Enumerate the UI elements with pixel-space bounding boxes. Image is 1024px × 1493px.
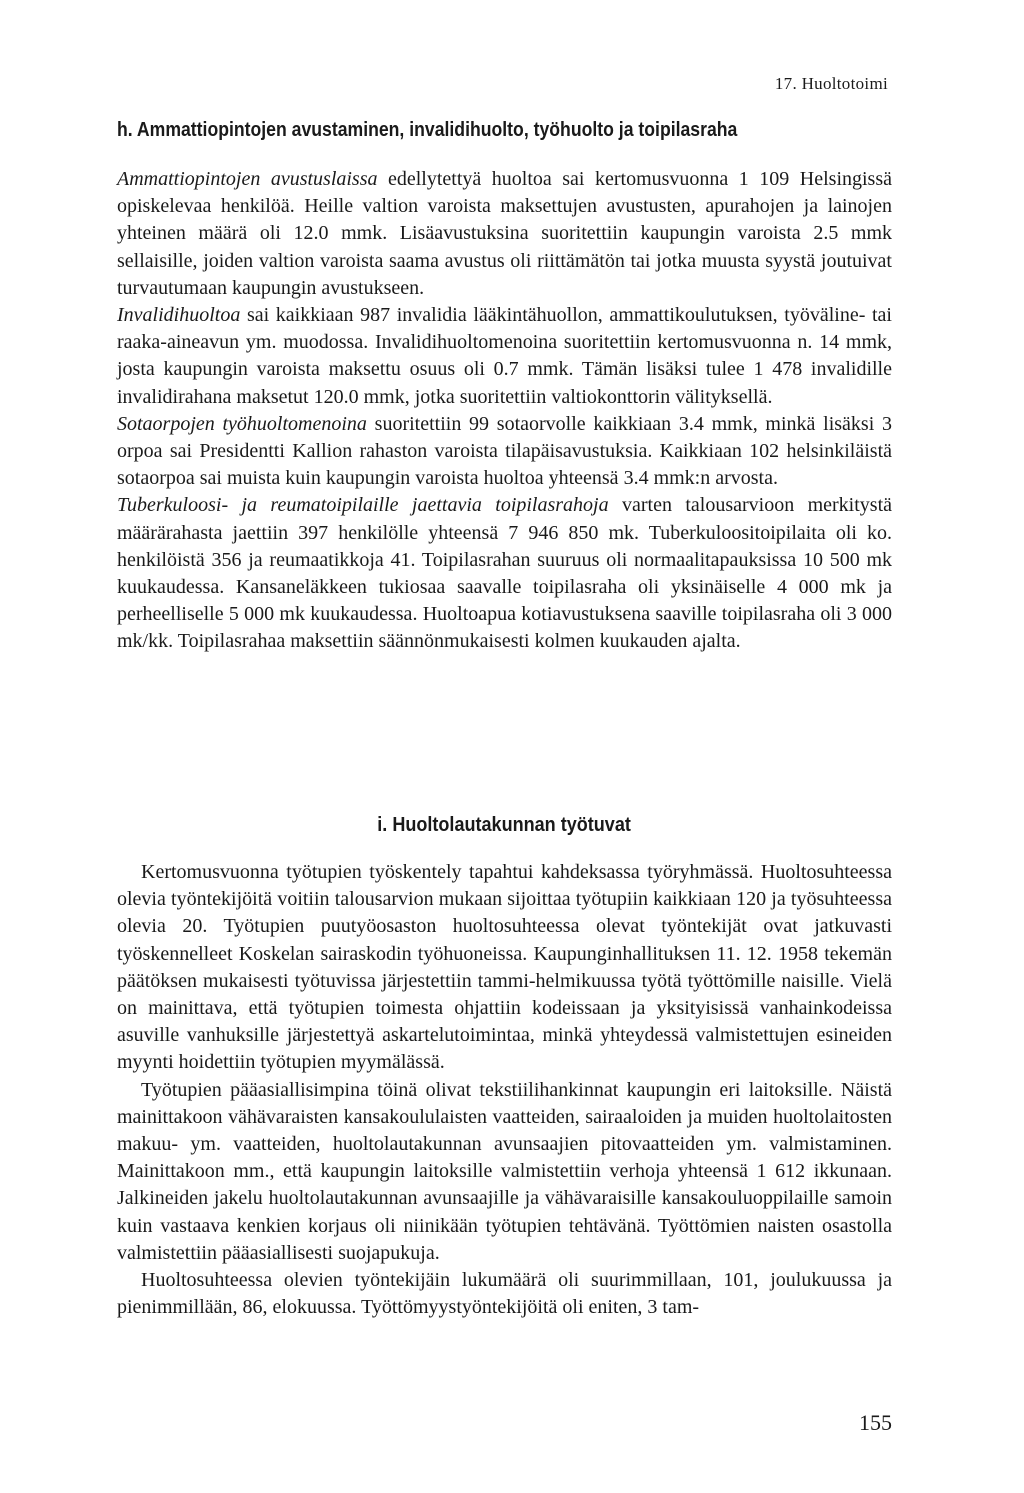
section-h-heading: h. Ammattiopintojen avustaminen, invalidihuolto, työhuolto ja toipilasraha xyxy=(117,118,738,141)
section-i-heading xyxy=(117,813,892,837)
running-head: 17. Huoltotoimi xyxy=(774,74,888,93)
section-i xyxy=(117,813,892,1321)
paragraph-body: suoritettiin 99 sotaorvolle kaikkiaan 3.4 mmk, minkä lisäksi 3 orpoa sai Presidentti Kallion rahaston varoista tilapäisavustuksia. Kaikkiaan 102 helsinkiläistä sotaorpoa sai muista kuin kaupungin varoista huoltoa yhteensä 3.4 mmk:n arvosta. xyxy=(117,412,892,490)
paragraph-body: edellytettyä huoltoa sai kertomusvuonna 1 109 Helsingissä opiskelevaa henkilöä. Heille valtion varoista maksettujen avustusten, apurahojen ja lainojen yhteinen määrä oli 12.0 mmk. Lisäavustuksina suoritettiin kaupungin varoista 2.5 mmk sellaisille, joiden valtion varoista saama avustus oli riittämätön tai jotka muusta syystä joutuivat turvautumaan kaupungin avustukseen. xyxy=(117,168,892,299)
paragraph-sotaorvot xyxy=(117,411,892,493)
paragraph-tyoryhmat: Kertomusvuonna työtupien työskentely tapahtui kahdeksassa työryhmässä. Huoltosuhteessa olevia työntekijöitä voitiin talousarvion mukaan sijoittaa työtupiin kaikkiaan 120 ja työsuhteessa olevia 20. Työtupien puutyöosaston huoltosuhteessa olevat työntekijät ovat jatkuvasti työskennelleet Koskelan sairaskodin työhuoneissa. Kaupunginhallituksen 11. 12. 1958 tekemän päätöksen mukaisesti työtuvissa järjestettiin tammi-helmikuussa työtä työttömille naisille. Vielä on mainittava, että työtupien toimesta ohjattiin kodeissaan ja yksityisissä vanhainkodeissa asuville vanhuksille järjestettyä askartelutoimintaa, minkä yhteydessä valmistettujen esineiden myynti hoidettiin työtupien myymälässä. xyxy=(117,861,892,1074)
paragraph-body: sai kaikkiaan 987 invalidia lääkintähuollon, ammattikoulutuksen, työväline- tai raaka-aineavun ym. muodossa. Invalidihuoltomenoina suoritettiin kertomusvuonna n. 14 mmk, josta kaupungin varoista maksettu osuus oli 0.7 mmk. Tämän lisäksi tulee 1 478 invalidille invalidirahana maksetut 120.0 mmk, jotka suoritettiin valtiokonttorin välityksellä. xyxy=(117,304,892,408)
paragraph-invalidihuolto xyxy=(117,302,892,411)
section-i-heading-text: i. Huoltolautakunnan työtuvat xyxy=(377,813,632,836)
paragraph-tyontekijamaara: Huoltosuhteessa olevien työntekijäin lukumäärä oli suurimmillaan, 101, joulukuussa ja pienimmillään, 86, elokuussa. Työttömyystyöntekijöitä oli eniten, 3 tam- xyxy=(117,1269,892,1319)
section-h xyxy=(117,118,892,656)
paragraph-body: varten talousarvioon merkitystä määrärahasta jaettiin 397 henkilölle yhteensä 7 946 850 mk. Tuberkuloositoipilaita oli ko. henkilöistä 356 ja reumaatikkoja 41. Toipilasrahan suuruus oli normaalitapauksissa 10 500 mk kuukaudessa. Kansaneläkkeen tukiosaa saavalle toipilasraha oli yksinäiselle 4 000 mk ja perheelliselle 5 000 mk kuukaudessa. Huoltoapua kotiavustuksena saaville toipilasraha oli 3 000 mk/kk. Toipilasrahaa maksettiin säännönmukaisesti kolmen kuukauden ajalta. xyxy=(117,494,892,653)
paragraph-lead: Sotaorpojen työhuoltomenoina xyxy=(117,412,367,435)
page-number: 155 xyxy=(859,1410,892,1435)
paragraph-toipilasraha xyxy=(117,492,892,655)
paragraph-tekstiilihankinnat: Työtupien pääasiallisimpina töinä olivat tekstiilihankinnat kaupungin eri laitoksille. Näistä mainittakoon vähävaraisten kansakoululaisten vaatteiden, sairaaloiden ja muiden huoltolaitosten makuu- ym. vaatteiden, huoltolautakunnan avunsaajien pitovaatteiden ym. valmistaminen. Mainittakoon mm., että kaupungin laitoksille valmistettiin verhoja yhteensä 1 612 ikkunaan. Jalkineiden jakelu huoltolautakunnan avunsaajille ja vähävaraisille kansakouluoppilaille samoin kuin vastaava kenkien korjaus oli niinikään työtupien tehtävänä. Työttömien naisten osastolla valmistettiin pääasiallisesti suojapukuja. xyxy=(117,1078,892,1264)
paragraph-lead: Invalidihuoltoa xyxy=(117,304,241,327)
paragraph-ammattiopinnot xyxy=(117,166,892,302)
paragraph-lead: Tuberkuloosi- ja reumatoipilaille jaettavia toipilasrahoja xyxy=(117,494,609,517)
paragraph-lead: Ammattiopintojen avustuslaissa xyxy=(117,168,378,190)
